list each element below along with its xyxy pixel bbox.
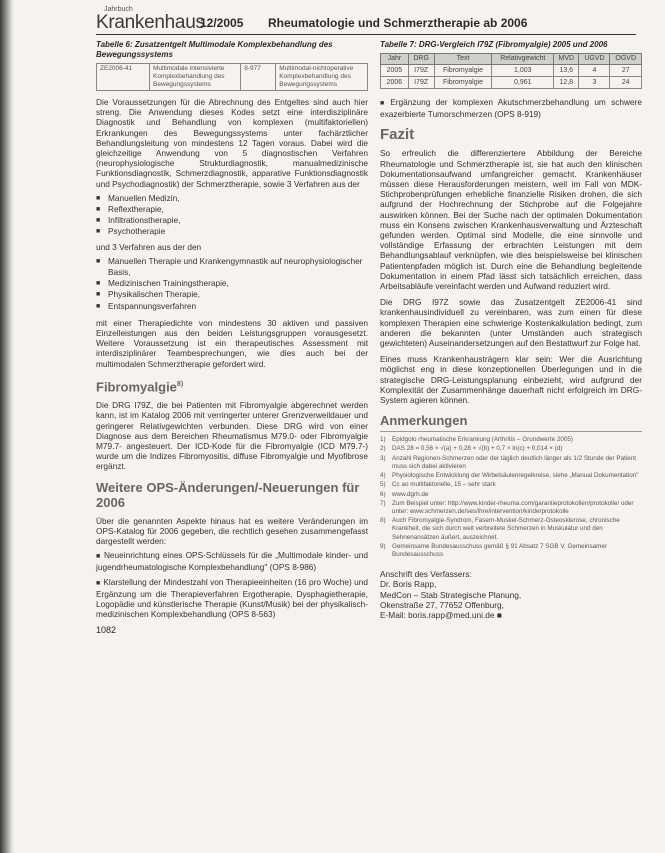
reference-item xyxy=(380,543,642,559)
reference-number: 5) xyxy=(380,481,386,489)
footnote-marker: 8) xyxy=(176,380,184,388)
section-heading-fibromyalgie xyxy=(96,377,368,394)
address-label: Anschrift des Verfassers: xyxy=(380,569,472,580)
reference-number: 2) xyxy=(380,445,386,453)
reference-text: Gemeinsame Bundesausschuss gemäß § 91 Absatz 7 SGB V, Gemeinsamer Bundesausschuss xyxy=(392,542,608,558)
column-header: Relativgewicht xyxy=(492,54,554,65)
reference-item xyxy=(380,500,642,516)
table-row xyxy=(97,64,368,91)
author-name: Dr. Boris Rapp, xyxy=(380,579,437,590)
reference-text: www.dgrh.de xyxy=(392,490,429,498)
table-cell: 3 xyxy=(579,77,610,89)
paragraph: mit einer Therapiedichte von mindestens 30 aktiven und passiven Einzelleistungen aus den beiden Leistungsgruppen vorausgesetzt. Weitere Voraussetzung ist ein therapeutisches Assessment mit interdisziplinärer Teambesprechungen, wie dies auch bei der multimodalen Schmerztherapie gefordert wird. xyxy=(96,317,368,369)
column-header: DRG xyxy=(408,54,434,65)
reference-number: 3) xyxy=(380,454,386,462)
column-header: Jahr xyxy=(381,54,409,65)
bullet-list xyxy=(96,193,368,238)
table-cell: I79Z xyxy=(408,77,434,89)
table6-caption: Tabelle 6: Zusatzentgelt Multimodale Komplexbehandlung des Bewegungssystems xyxy=(96,40,333,59)
table6 xyxy=(96,63,368,91)
list-item: ■ Manuellen Therapie und Krankengymnastik auf neurophysiologischer Basis, xyxy=(96,256,368,278)
paragraph: Die DRG I79Z, die bei Patienten mit Fibromyalgie abgerechnet werden kann, ist im Katalog 2006 mit verringerter unterer Grenzverweildauer und geringerer Relativgewichten verbunden. Diese DRG wird von einer Diagnose aus dem Bereichen Rheumatismus M79.0- oder Fibromyalgie M79.7- angesteuert. Der ICD-Kode für die Fibromyalgie (ICD M79.7-) wurde um die Indizes Fibromyositis, diffuse Fibromyalgie und Myofibrose ergänzt. xyxy=(96,400,368,472)
list-item: ■ Manuellen Medizin, xyxy=(96,193,368,204)
bullet-paragraph xyxy=(380,97,642,119)
bullet-text: Ergänzung der komplexen Akutschmerzbehandlung um schwere exazerbierte Tumorschmerzen (OPS 8-919) xyxy=(380,97,642,120)
list-item: ■ Entspannungsverfahren xyxy=(96,301,368,312)
journal-logo-prefix: Jahrbuch xyxy=(104,6,133,13)
reference-text: Physiologische Entwicklung der Wirbelsäulenregelkreise, siehe „Manual Dokumentation" xyxy=(392,472,639,480)
bullet-paragraph xyxy=(96,577,368,620)
reference-item xyxy=(380,517,642,542)
paragraph: Die Voraussetzungen für die Abrechnung des Entgeltes sind auch hier streng. Die Anwendung dieses Kodes setzt eine interdisziplinäre Diagnostik und Behandlung von komplexen (multifaktoriellen) Erkrankungen des Bewegungssystems unter fachärztlicher Behandlungsleitung von mindestens 12 Tagen voraus. Dabei wird die gleichzeitige Anwendung von 5 diagnostischen Verfahren (neurophysiologische Strukturdiagnostik, manualmedizinische Funktionsdiagnostik, Schmerzdiagnostik, apparative Funktionsdiagnostik und Psychodiagnostik) der Schmerztherapie, sowie 3 Verfahren aus der xyxy=(96,97,368,189)
page-number: 1082 xyxy=(96,625,117,636)
table-cell: Fibromyalgie xyxy=(434,77,492,89)
table-cell: 1,003 xyxy=(492,65,554,77)
reference-number: 1) xyxy=(380,436,386,444)
table-cell: 12,8 xyxy=(554,77,579,89)
right-column xyxy=(380,40,642,620)
paragraph: und 3 Verfahren aus der den xyxy=(96,241,202,252)
reference-text: Auch Fibromyalgie-Syndrom, Fasern-Muskel-Schmerz-Osteosklerose, chronische Krankheit, die sich durch weit verbreitete Schmerzen in Muskulatur und den Sehnenansätzen äußert, auszeichnet. xyxy=(392,517,620,541)
bullet-square-icon: ■ xyxy=(96,579,101,587)
reference-item xyxy=(380,472,642,480)
column-header: MVD xyxy=(554,54,579,65)
email-text: E-Mail: boris.rapp@med.uni.de xyxy=(380,609,495,620)
reference-item xyxy=(380,436,642,444)
reference-item xyxy=(380,491,642,499)
bullet-square-icon: ■ xyxy=(380,100,388,107)
table-cell: Multimodale intensivierte Komplexbehandlung des Bewegungssystems xyxy=(150,64,241,91)
reference-number: 9) xyxy=(380,542,386,550)
reference-text: Zum Beispiel unter: http://www.kinder-rheuma.com/garantieprotokollen/protokolle/ oder unter: www.schmerzen.de/ses/ihre/intervention/kinderprotokolle xyxy=(392,499,634,515)
table-cell: 0,961 xyxy=(492,77,554,89)
paragraph: Die DRG I97Z sowie das Zusatzentgelt ZE2006-41 sind krankenhausindividuell zu vereinbaren, was zum einen für diese komplexen Therapien eine schwierige Kostenkalkulation bedingt, zum anderen die bekannten (unter Umständen auch strategisch gewichteten) Auseinandersetzungen auf den Bestattwurf zur Folge hat. xyxy=(380,297,642,349)
reference-list xyxy=(380,436,642,559)
table7-caption: Tabelle 7: DRG-Vergleich I79Z (Fibromyalgie) 2005 und 2006 xyxy=(380,40,608,49)
reference-number: 4) xyxy=(380,472,386,480)
section-heading-anmerkungen: Anmerkungen xyxy=(380,413,468,429)
author-street: Okenstraße 27, 77652 Offenburg, xyxy=(380,599,504,610)
book-binding-shadow xyxy=(0,0,14,853)
running-title: Rheumatologie und Schmerztherapie ab 2006 xyxy=(268,16,528,30)
reference-number: 6) xyxy=(380,490,386,498)
list-item: ■ Reflextherapie, xyxy=(96,204,368,215)
table-cell: 4 xyxy=(579,65,610,77)
journal-logo: Krankenhaus xyxy=(96,12,205,33)
divider xyxy=(380,431,642,432)
table-cell: 13,6 xyxy=(554,65,579,77)
bullet-paragraph xyxy=(96,550,368,572)
column-header: Text xyxy=(434,54,492,65)
issue-number: 12/2005 xyxy=(200,16,244,30)
table-cell: 2006 xyxy=(381,77,409,89)
list-item: ■ Medizinischen Trainingstherapie, xyxy=(96,278,368,289)
reference-number: 7) xyxy=(380,499,386,507)
table-cell: Multimodal-nichtoperative Komplexbehandlung des Bewegungssystems xyxy=(276,64,368,91)
list-item: ■ Physikalischen Therapie, xyxy=(96,289,368,300)
page-header xyxy=(96,6,636,35)
table7 xyxy=(380,53,642,89)
author-address xyxy=(380,569,642,620)
reference-text: Epidgolo rheumatische Erkrankung (Arthritis – Grundwerte 2005) xyxy=(392,436,573,444)
list-item: ■ Psychotherapie xyxy=(96,226,368,237)
reference-item xyxy=(380,455,642,471)
reference-text: Cc ao multifaktorielle, 15 – sehr stark xyxy=(392,481,496,489)
column-header: UGVD xyxy=(579,54,610,65)
table-header-row xyxy=(381,54,642,65)
reference-item xyxy=(380,445,642,453)
bullet-text: Klarstellung der Mindestzahl von Therapieeinheiten (16 pro Woche) und Ergänzung um die Therapieverfahren Ergotherapie, Dysphagietherapie, Logopädie und künstlerische Therapie (Kunst/Musik) bei der physikalisch-medizinischen Komplexbehandlung (OPS 8-563) xyxy=(96,576,368,620)
table-cell: 8-977 xyxy=(241,64,276,91)
table-cell: 27 xyxy=(610,65,642,77)
reference-text: DAS 28 = 0,56 × √(a) + 0,28 × √(b) + 0,7 × ln(c) + 0,014 × (d) xyxy=(392,445,563,453)
paragraph: So erfreulich die differenziertere Abbildung der Bereiche Rheumatologie und Schmerztherapie ist, sie hat auch den klinischen Dokumentationsaufwand umfangreicher gemacht. Krankenhäuser müssen diese Herausforderungen meistern, weil im Fall von MDK-Stichprobenprüfungen erhebliche finanzielle Risiken drohen, die sich aufgrund der Hochrechnung der Stichprobe auf die Folgejahre auswirken können. Bei der Suche nach der optimalen Dokumentation muss ein Konsens zwischen Krankenhausverwaltung und Ärzteschaft gefunden werden. Optimal sind Modelle, die eine sinnvolle und vollständige Erfassung der erbrachten Leistungen mit dem Behandlungsablauf verknüpfen, wie dies beispielsweise bei klinischen Patientenpfaden möglich ist. Durch eine die Behandlung begleitende Dokumentation in einem Pfad lässt sich tatsächlich erreichen, dass Arbeitsabläufe vereinfacht werden und Aufwand reduziert wird. xyxy=(380,148,642,292)
author-organization: MedCon – Stab Strategische Planung, xyxy=(380,589,522,600)
reference-item xyxy=(380,481,642,489)
heading-text: Fibromyalgie xyxy=(96,379,177,395)
bullet-square-icon: ■ xyxy=(96,553,101,561)
paragraph: Eines muss Krankenhausträgern klar sein: Wer die Ausrichtung möglichst eng in diese konzeptionellen Überlegungen und in die strategische DRG-Leistungsplanung einbezieht, wird aufgrund der Komplexität der Zusammenhänge dauerhaft nicht erfolgreich im DRG-System agieren können. xyxy=(380,354,642,406)
author-email xyxy=(380,610,642,620)
table-cell: 24 xyxy=(610,77,642,89)
table-cell: I79Z xyxy=(408,65,434,77)
list-item: ■ Infiltrationstherapie, xyxy=(96,215,368,226)
reference-number: 8) xyxy=(380,517,386,525)
table-cell: 2005 xyxy=(381,65,409,77)
table-cell: Fibromyalgie xyxy=(434,65,492,77)
reference-text: Anzahl Regionen-Schmerzen oder der täglich deutlich länger als 1/2 Stunde der Patient muss sich dabei aktivieren xyxy=(392,454,636,470)
paragraph: Über die genannten Aspekte hinaus hat es weitere Veränderungen im OPS-Katalog für 2006 gegeben, die rechtlich gesehen zusammengefasst dargestellt werden: xyxy=(96,515,368,547)
bullet-text: Neueinrichtung eines OPS-Schlüssels für die „Multimodale kinder- und jugendrheumatologische Komplexbehandlung" (OPS 8-986) xyxy=(96,550,368,573)
section-heading-ops: Weitere OPS-Änderungen/-Neuerungen für 2006 xyxy=(96,479,360,510)
section-heading-fazit: Fazit xyxy=(380,126,415,144)
column-header: OGVD xyxy=(610,54,642,65)
left-column xyxy=(96,40,368,635)
table-cell: ZE2006-41 xyxy=(97,64,150,91)
table-row xyxy=(381,65,642,77)
table-row xyxy=(381,77,642,89)
end-square-icon: ■ xyxy=(496,609,502,620)
bullet-list xyxy=(96,256,368,312)
